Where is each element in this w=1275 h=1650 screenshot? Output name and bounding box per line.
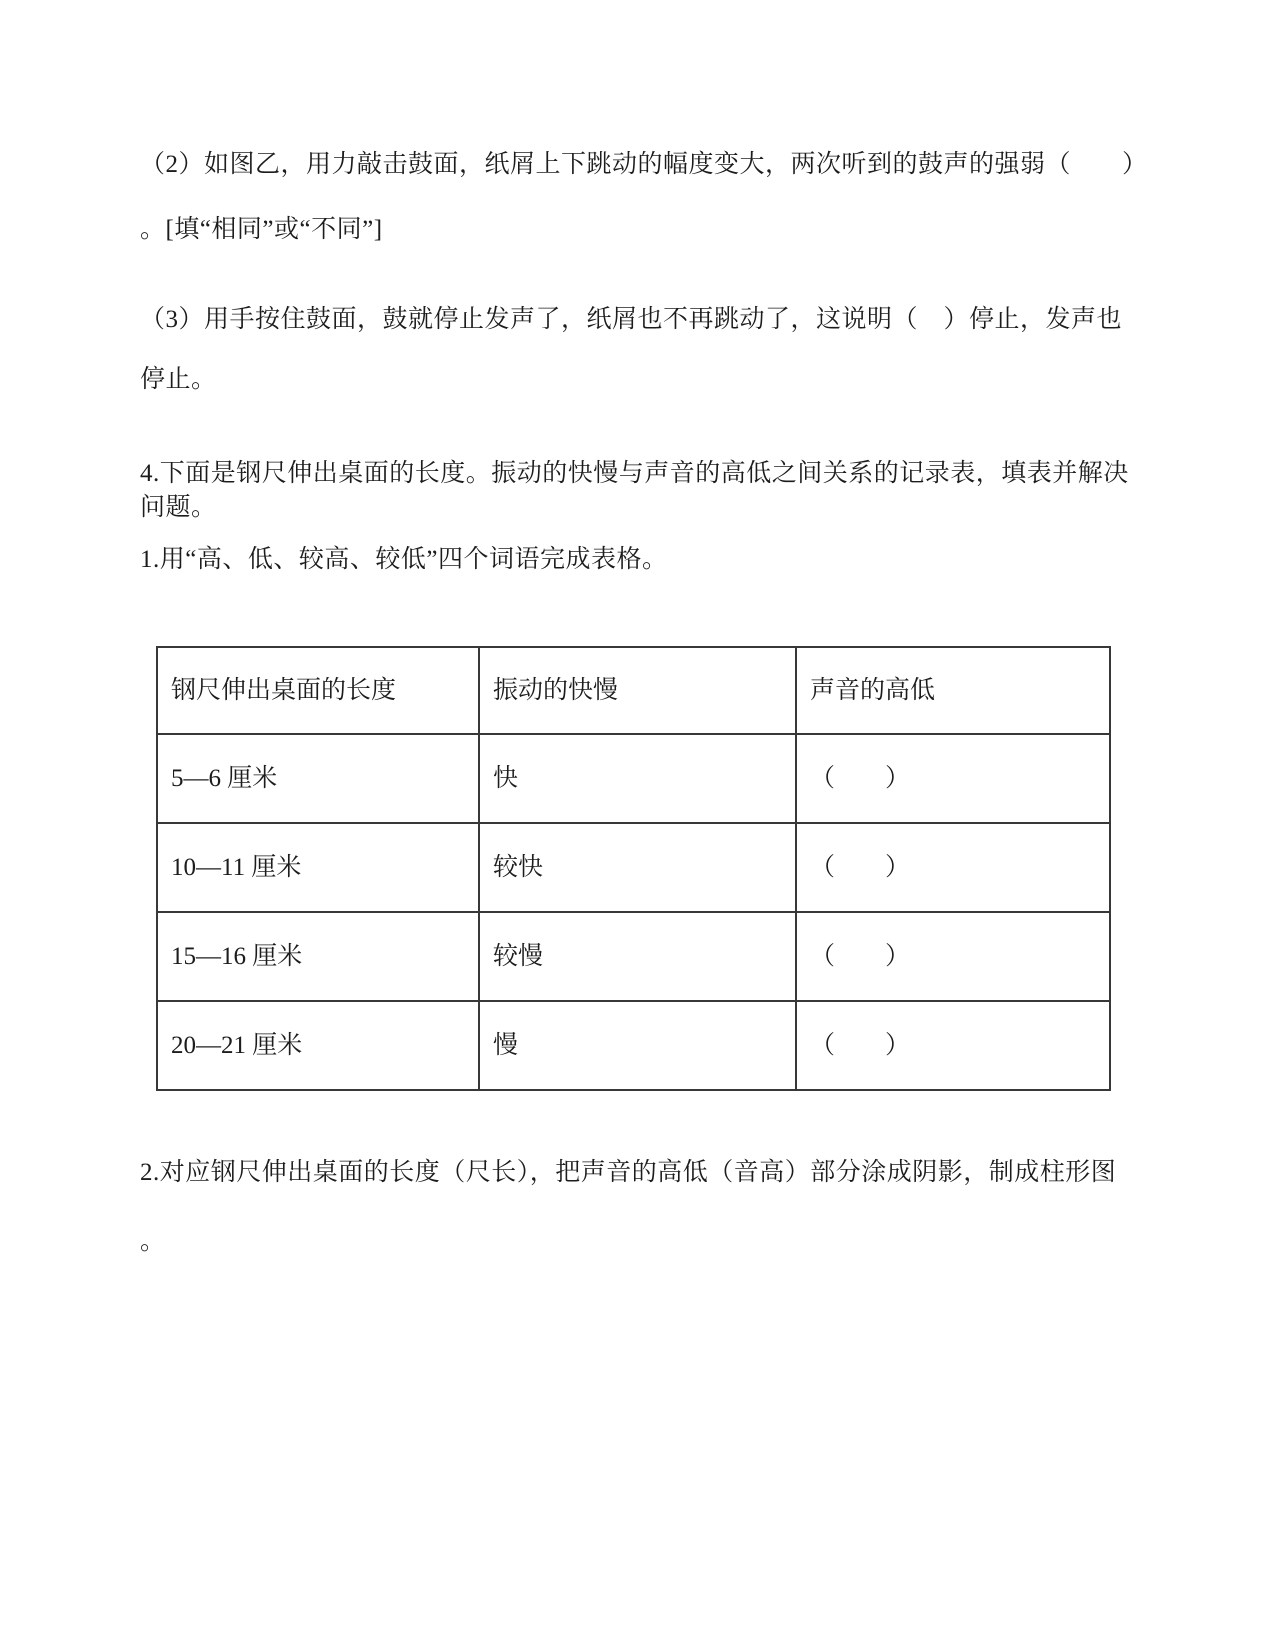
cell-speed-row3: 较慢	[479, 912, 796, 1001]
cell-length-row4: 20—21 厘米	[157, 1001, 479, 1090]
question-2-text-line-1: （2）如图乙，用力敲击鼓面，纸屑上下跳动的幅度变大，两次听到的鼓声的强弱（ ）	[140, 151, 1148, 178]
table-header-ruler-length: 钢尺伸出桌面的长度	[157, 647, 479, 734]
cell-length-row2: 10—11 厘米	[157, 823, 479, 912]
question-4-sub2-line-1: 2.对应钢尺伸出桌面的长度（尺长），把声音的高低（音高）部分涂成阴影，制成柱形图	[140, 1159, 1117, 1186]
question-2-text-line-2: 。[填“相同”或“不同”]	[140, 216, 383, 243]
question-4-intro-line-1: 4.下面是钢尺伸出桌面的长度。振动的快慢与声音的高低之间关系的记录表，填表并解决	[140, 460, 1129, 487]
table-row	[157, 734, 1110, 823]
cell-length-row3: 15—16 厘米	[157, 912, 479, 1001]
table-header-sound-pitch: 声音的高低	[796, 647, 1110, 734]
cell-pitch-blank-row3: （ ）	[796, 912, 1110, 1001]
question-3-text-line-2: 停止。	[140, 366, 217, 393]
table-row	[157, 1001, 1110, 1090]
cell-pitch-blank-row1: （ ）	[796, 734, 1110, 823]
question-4-sub1-instruction: 1.用“高、低、较高、较低”四个词语完成表格。	[140, 546, 668, 573]
cell-pitch-blank-row2: （ ）	[796, 823, 1110, 912]
question-4-intro-line-2: 问题。	[140, 494, 217, 521]
table-header-vibration-speed: 振动的快慢	[479, 647, 796, 734]
cell-speed-row4: 慢	[479, 1001, 796, 1090]
table-row	[157, 912, 1110, 1001]
cell-speed-row2: 较快	[479, 823, 796, 912]
table-header-row	[157, 647, 1110, 734]
cell-pitch-blank-row4: （ ）	[796, 1001, 1110, 1090]
cell-speed-row1: 快	[479, 734, 796, 823]
question-3-text-line-1: （3）用手按住鼓面，鼓就停止发声了，纸屑也不再跳动了，这说明（ ）停止，发声也	[140, 306, 1123, 333]
question-4-sub2-line-2: 。	[140, 1228, 166, 1255]
record-table	[156, 646, 1111, 1091]
table-row	[157, 823, 1110, 912]
cell-length-row1: 5—6 厘米	[157, 734, 479, 823]
